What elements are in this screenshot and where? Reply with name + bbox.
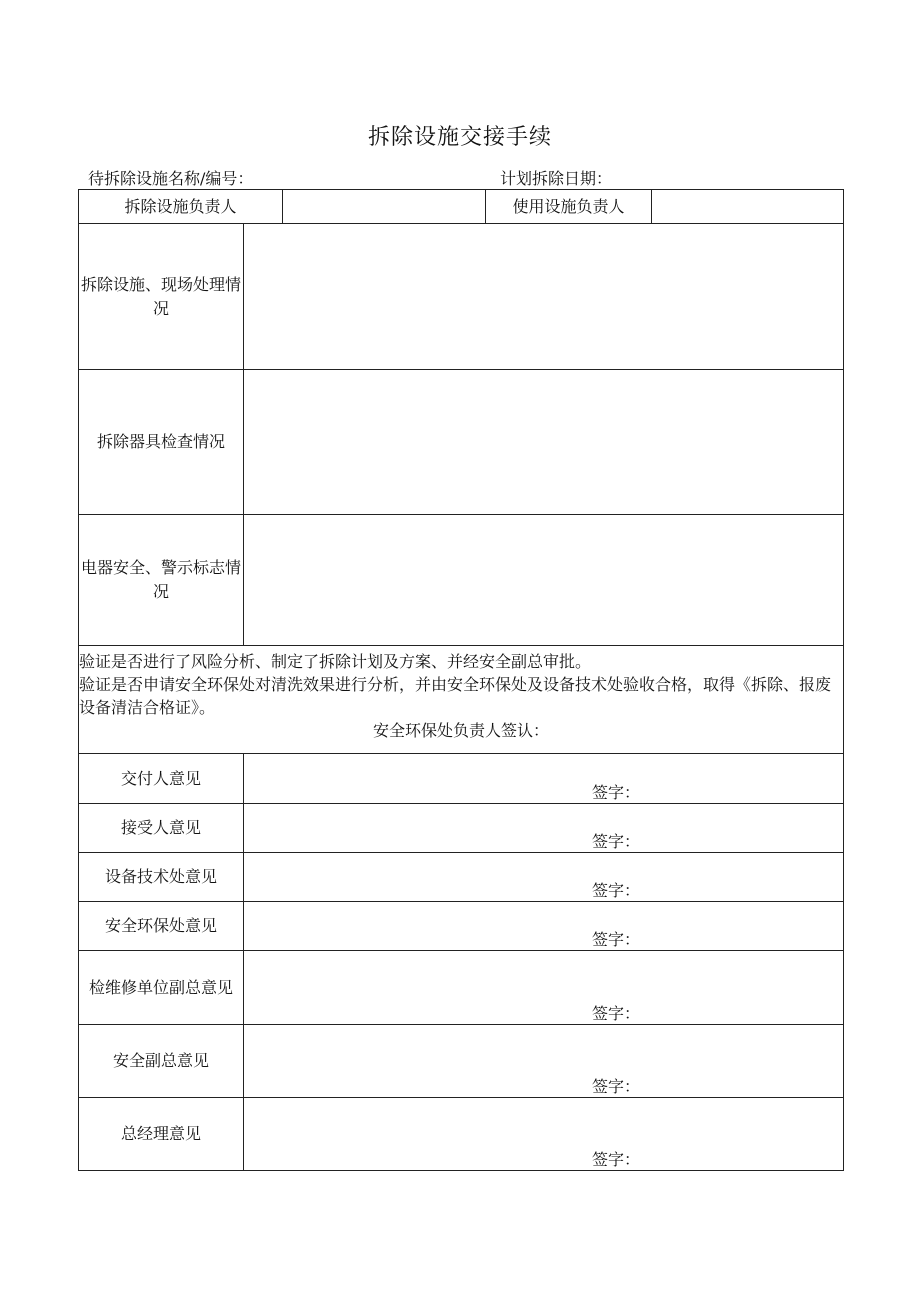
verification-row [79,646,844,754]
demolish-responsible-field[interactable] [283,190,486,224]
section-field-site[interactable] [244,224,844,370]
signature-label: 签字： [592,783,641,802]
signature-label: 签字： [592,1150,641,1169]
opinion-label-general-manager: 总经理意见 [79,1098,244,1171]
opinion-label-maintenance-vp: 检维修单位副总意见 [79,951,244,1025]
signature-label: 签字： [592,832,641,851]
opinion-label-safety-dept: 安全环保处意见 [79,902,244,951]
section-field-electrical[interactable] [244,515,844,646]
handover-form-table [78,189,844,1171]
signature-label: 签字： [592,881,641,900]
section-row [79,224,844,370]
opinion-label-safety-vp: 安全副总意见 [79,1025,244,1098]
opinion-field-receiver[interactable] [244,804,844,853]
section-label-site: 拆除设施、现场处理情况 [79,224,244,370]
opinion-row [79,754,844,804]
verification-line-1: 验证是否进行了风险分析、制定了拆除计划及方案、并经安全副总审批。 [79,652,592,671]
section-label-electrical: 电器安全、警示标志情况 [79,515,244,646]
planned-date-label: 计划拆除日期： [500,169,613,188]
signature-label: 签字： [592,930,641,949]
opinion-label-equipment-dept: 设备技术处意见 [79,853,244,902]
opinion-row [79,1098,844,1171]
demolish-responsible-label: 拆除设施负责人 [79,190,283,224]
opinion-field-safety-dept[interactable] [244,902,844,951]
use-responsible-field[interactable] [652,190,844,224]
section-field-tools[interactable] [244,370,844,515]
opinion-row [79,902,844,951]
section-label-tools: 拆除器具检查情况 [79,370,244,515]
opinion-field-equipment-dept[interactable] [244,853,844,902]
verification-line-2: 验证是否申请安全环保处对清洗效果进行分析，并由安全环保处及设备技术处验收合格，取得《拆除、报废设备清洁合格证》。 [79,675,832,717]
opinion-label-deliverer: 交付人意见 [79,754,244,804]
opinion-row [79,1025,844,1098]
section-row [79,370,844,515]
opinion-row [79,951,844,1025]
signature-label: 签字： [592,1077,641,1096]
opinion-field-general-manager[interactable] [244,1098,844,1171]
section-row [79,515,844,646]
safety-dept-sign-line: 安全环保处负责人签认： [373,721,550,740]
opinion-row [79,853,844,902]
opinion-label-receiver: 接受人意见 [79,804,244,853]
verification-block [79,646,844,754]
opinion-field-deliverer[interactable] [244,754,844,804]
responsible-row [79,190,844,224]
opinion-field-maintenance-vp[interactable] [244,951,844,1025]
use-responsible-label: 使用设施负责人 [486,190,652,224]
signature-label: 签字： [592,1004,641,1023]
opinion-row [79,804,844,853]
facility-name-label: 待拆除设施名称/编号： [88,169,254,188]
opinion-field-safety-vp[interactable] [244,1025,844,1098]
document-title: 拆除设施交接手续 [367,125,552,150]
